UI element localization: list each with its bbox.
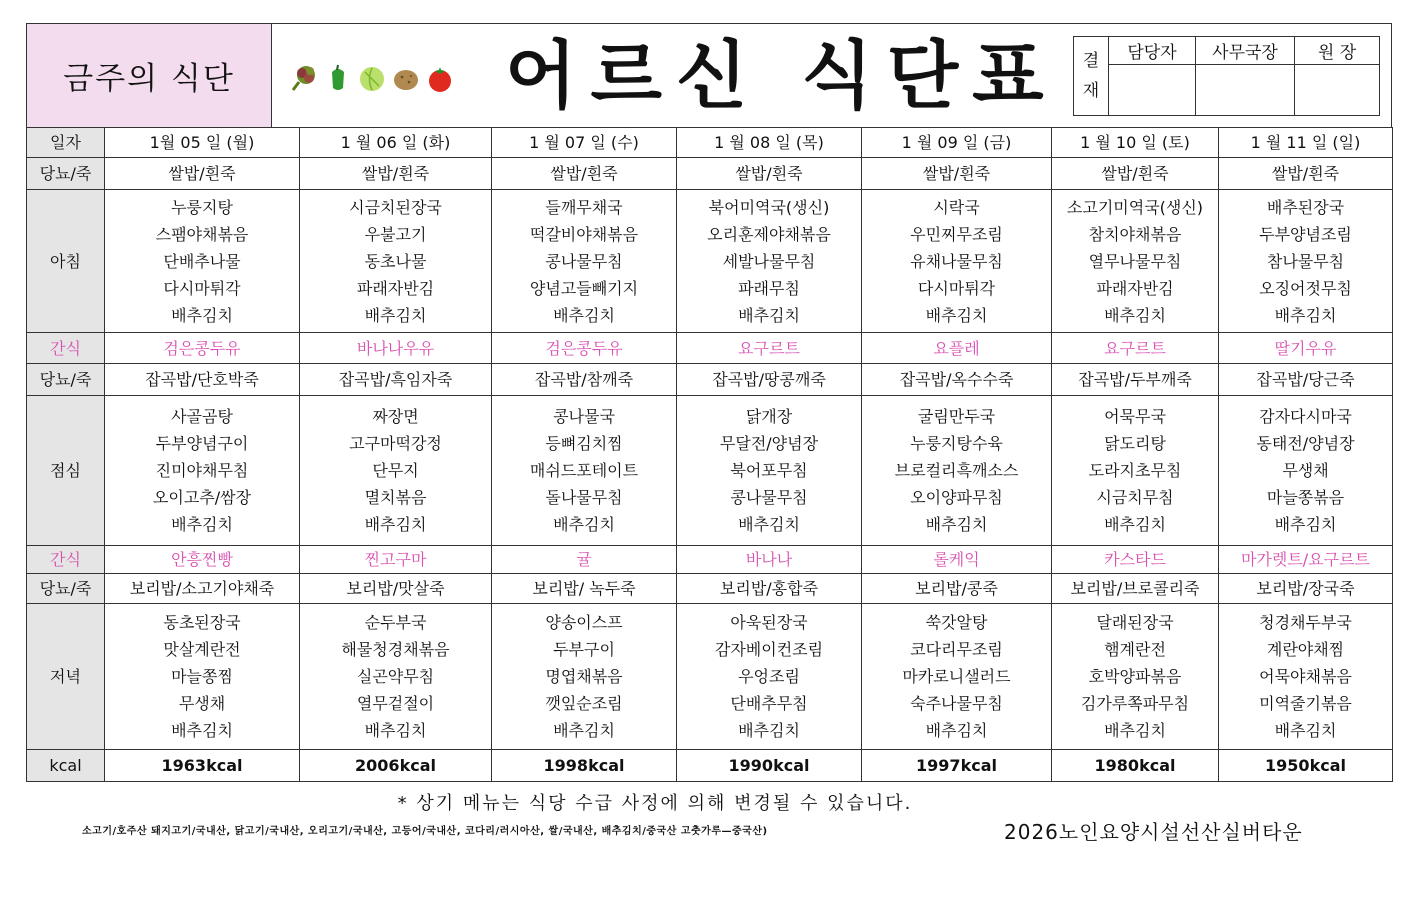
approval-col-manager: 담당자	[1109, 37, 1196, 65]
morning-snack-cell: 검은콩두유	[105, 333, 300, 364]
breakfast-diabetic-cell: 쌀밥/흰죽	[105, 158, 300, 190]
menu-item: 배추김치	[1274, 515, 1337, 534]
lunch-diabetic-cell: 잡곡밥/흑임자죽	[300, 364, 492, 396]
menu-item: 마늘쫑볶음	[1266, 488, 1345, 507]
menu-item: 달래된장국	[1096, 613, 1174, 632]
breakfast-cell	[862, 190, 1052, 333]
breakfast-diabetic-cell: 쌀밥/흰죽	[1219, 158, 1393, 190]
afternoon-snack-cell: 롤케익	[862, 546, 1052, 574]
cabbage-icon	[357, 64, 387, 94]
menu-item: 브로컬리흑깨소스	[894, 461, 1019, 480]
menu-item: 무달전/양념장	[719, 434, 819, 453]
menu-item: 닭도리탕	[1104, 434, 1166, 453]
afternoon-snack-label: 간식	[27, 546, 105, 574]
menu-item: 매쉬드포테이트	[529, 461, 639, 480]
menu-item: 오이고추/쌈장	[152, 488, 252, 507]
menu-item: 계란야채찜	[1266, 640, 1345, 659]
menu-item: 진미야채무침	[155, 461, 249, 480]
menu-item: 배추김치	[1274, 721, 1337, 740]
menu-item: 해물청경채볶음	[341, 640, 450, 659]
menu-item: 마늘쫑찜	[171, 667, 233, 686]
morning-snack-cell: 딸기우유	[1219, 333, 1393, 364]
menu-item: 두부양념구이	[155, 434, 249, 453]
date-label: 일자	[27, 128, 105, 158]
dinner-diabetic-cell: 보리밥/콩죽	[862, 574, 1052, 604]
breakfast-diabetic-cell: 쌀밥/흰죽	[300, 158, 492, 190]
menu-item: 돌나물무침	[545, 488, 623, 507]
menu-item: 우불고기	[364, 224, 427, 244]
lunch-diabetic-cell: 잡곡밥/당근죽	[1219, 364, 1393, 396]
menu-item: 배추김치	[925, 305, 988, 325]
lunch-diabetic-row	[27, 364, 1393, 396]
menu-item: 누룽지탕수육	[910, 434, 1003, 453]
page-title: 어르신 식단표	[505, 33, 1058, 119]
menu-item: 배추김치	[1274, 305, 1337, 325]
menu-item: 오리훈제야채볶음	[707, 224, 831, 244]
breakfast-diabetic-cell: 쌀밥/흰죽	[492, 158, 677, 190]
menu-item: 세발나물무침	[722, 251, 816, 271]
menu-item: 사골곰탕	[171, 407, 233, 426]
menu-item: 무생채	[178, 694, 226, 713]
menu-item: 배추김치	[925, 515, 988, 534]
menu-table	[26, 127, 1393, 782]
afternoon-snack-cell: 카스타드	[1052, 546, 1219, 574]
approval-side-label	[1074, 37, 1109, 116]
menu-item: 배추김치	[925, 721, 988, 740]
menu-item: 명엽채볶음	[545, 667, 623, 686]
dinner-cell	[1052, 604, 1219, 750]
menu-item: 배추김치	[553, 305, 615, 325]
afternoon-snack-cell: 안흥찐빵	[105, 546, 300, 574]
approval-side-label-2: 재	[1082, 81, 1100, 101]
lunch-cell	[492, 396, 677, 546]
menu-item: 김가루쪽파무침	[1080, 694, 1190, 713]
menu-item: 파래자반김	[1096, 278, 1174, 298]
kcal-cell: 1997kcal	[862, 750, 1052, 782]
menu-item: 콩나물국	[553, 407, 615, 426]
menu-item: 순두부국	[364, 613, 427, 632]
menu-item: 닭개장	[745, 407, 793, 426]
dinner-diabetic-cell: 보리밥/브로콜리죽	[1052, 574, 1219, 604]
menu-item: 단배추무침	[730, 694, 808, 713]
menu-item: 실곤약무침	[356, 667, 435, 686]
dinner-label: 저녁	[27, 604, 105, 750]
menu-item: 시락국	[933, 197, 980, 217]
morning-snack-cell: 검은콩두유	[492, 333, 677, 364]
dinner-cell	[1219, 604, 1393, 750]
afternoon-snack-row	[27, 546, 1393, 574]
afternoon-snack-cell: 귤	[492, 546, 677, 574]
menu-item: 북어포무침	[730, 461, 808, 480]
menu-item: 파래무침	[738, 278, 800, 298]
menu-item: 배추김치	[738, 305, 800, 325]
kcal-cell: 1963kcal	[105, 750, 300, 782]
morning-snack-cell: 요플레	[862, 333, 1052, 364]
dinner-row	[27, 604, 1393, 750]
dinner-diabetic-cell: 보리밥/장국죽	[1219, 574, 1393, 604]
menu-item: 동초된장국	[163, 613, 241, 632]
lunch-diabetic-cell: 잡곡밥/두부깨죽	[1052, 364, 1219, 396]
menu-item: 맛살계란전	[163, 640, 241, 659]
menu-item: 짜장면	[372, 407, 419, 426]
lettuce-icon	[289, 64, 319, 94]
menu-item: 도라지초무침	[1088, 461, 1182, 480]
breakfast-diabetic-cell: 쌀밥/흰죽	[677, 158, 862, 190]
lunch-cell	[105, 396, 300, 546]
menu-item: 감자베이컨조림	[714, 640, 824, 659]
kcal-cell: 1998kcal	[492, 750, 677, 782]
menu-item: 열무겉절이	[356, 694, 435, 713]
menu-item: 시금치된장국	[349, 197, 442, 217]
menu-item: 양념고들빼기지	[529, 278, 639, 298]
breakfast-cell	[1219, 190, 1393, 333]
date-cell: 1월 05 일 (월)	[105, 128, 300, 158]
morning-snack-cell: 요구르트	[1052, 333, 1219, 364]
breakfast-cell	[105, 190, 300, 333]
kcal-label: kcal	[27, 750, 105, 782]
dinner-cell	[105, 604, 300, 750]
menu-item: 청경채두부국	[1259, 613, 1352, 632]
menu-item: 배추김치	[171, 305, 233, 325]
week-label: 금주의 식단	[27, 24, 272, 127]
menu-item: 코다리무조림	[910, 640, 1003, 659]
menu-item: 유채나물무침	[910, 251, 1003, 271]
lunch-cell	[1052, 396, 1219, 546]
menu-item: 등뼈김치찜	[545, 434, 623, 453]
menu-item: 떡갈비야채볶음	[529, 224, 639, 244]
morning-snack-cell: 요구르트	[677, 333, 862, 364]
date-row	[27, 128, 1393, 158]
pepper-icon	[323, 64, 353, 94]
lunch-row	[27, 396, 1393, 546]
approval-box	[1073, 36, 1380, 116]
kcal-cell: 1950kcal	[1219, 750, 1393, 782]
menu-item: 굴림만두국	[917, 407, 996, 426]
breakfast-cell	[677, 190, 862, 333]
menu-item: 스팸야채볶음	[155, 224, 249, 244]
menu-item: 배추김치	[364, 305, 427, 325]
morning-snack-label: 간식	[27, 333, 105, 364]
menu-item: 어묵야채볶음	[1259, 667, 1352, 686]
menu-item: 고구마떡강정	[349, 434, 442, 453]
menu-item: 두부구이	[553, 640, 615, 659]
approval-col-office-head: 사무국장	[1196, 37, 1295, 65]
lunch-cell	[1219, 396, 1393, 546]
menu-item: 배추김치	[364, 721, 427, 740]
afternoon-snack-cell: 마가렛트/요구르트	[1219, 546, 1393, 574]
date-cell: 1 월 07 일 (수)	[492, 128, 677, 158]
menu-item: 무생채	[1282, 461, 1329, 480]
lunch-cell	[677, 396, 862, 546]
menu-item: 파래자반김	[356, 278, 435, 298]
lunch-cell	[300, 396, 492, 546]
menu-item: 배추김치	[171, 515, 233, 534]
lunch-diabetic-cell: 잡곡밥/옥수수죽	[862, 364, 1052, 396]
menu-item: 소고기미역국(생신)	[1066, 197, 1204, 217]
menu-item: 양송이스프	[545, 613, 623, 632]
menu-item: 들깨무채국	[545, 197, 623, 217]
menu-item: 누룽지탕	[171, 197, 233, 217]
menu-item: 배추김치	[364, 515, 427, 534]
breakfast-cell	[492, 190, 677, 333]
menu-item: 배추김치	[171, 721, 233, 740]
afternoon-snack-cell: 바나나	[677, 546, 862, 574]
dinner-diabetic-label: 당뇨/죽	[27, 574, 105, 604]
menu-item: 다시마튀각	[917, 278, 996, 298]
menu-item: 오이양파무침	[910, 488, 1003, 507]
morning-snack-cell: 바나나우유	[300, 333, 492, 364]
menu-item: 멸치볶음	[364, 488, 427, 507]
menu-item: 북어미역국(생신)	[708, 197, 830, 217]
date-cell: 1 월 08 일 (목)	[677, 128, 862, 158]
menu-item: 배추김치	[1104, 305, 1166, 325]
menu-item: 숙주나물무침	[910, 694, 1003, 713]
date-cell: 1 월 09 일 (금)	[862, 128, 1052, 158]
facility-name: 2026노인요양시설선산실버타운	[1004, 820, 1303, 844]
menu-item: 오징어젓무침	[1259, 278, 1352, 298]
menu-item: 어묵무국	[1104, 407, 1166, 426]
origin-info: 소고기/호주산 돼지고기/국내산, 닭고기/국내산, 오리고기/국내산, 고등어/국내산, 코다리/러시아산, 쌀/국내산, 배추김치/중국산 고춧가루—중국산)	[82, 826, 768, 837]
menu-item: 참나물무침	[1266, 251, 1345, 271]
kcal-row	[27, 750, 1393, 782]
breakfast-diabetic-cell: 쌀밥/흰죽	[862, 158, 1052, 190]
menu-item: 단배추나물	[163, 251, 241, 271]
kcal-cell: 1990kcal	[677, 750, 862, 782]
menu-item: 감자다시마국	[1259, 407, 1352, 426]
menu-item: 미역줄기볶음	[1259, 694, 1352, 713]
menu-item: 마카로니샐러드	[902, 667, 1011, 686]
kcal-cell: 2006kcal	[300, 750, 492, 782]
menu-item: 참치야채볶음	[1088, 224, 1182, 244]
menu-item: 우민찌무조림	[910, 224, 1003, 244]
breakfast-cell	[300, 190, 492, 333]
breakfast-diabetic-row	[27, 158, 1393, 190]
menu-item: 다시마튀각	[163, 278, 241, 298]
breakfast-row	[27, 190, 1393, 333]
dinner-diabetic-cell: 보리밥/소고기야채죽	[105, 574, 300, 604]
menu-item: 아욱된장국	[730, 613, 808, 632]
change-notice: * 상기 메뉴는 식당 수급 사정에 의해 변경될 수 있습니다.	[397, 793, 913, 814]
menu-item: 콩나물무침	[730, 488, 808, 507]
dinner-cell	[677, 604, 862, 750]
potato-icon	[391, 64, 421, 94]
menu-item: 쑥갓알탕	[925, 613, 988, 632]
dinner-diabetic-row	[27, 574, 1393, 604]
menu-item: 동초나물	[364, 251, 427, 271]
menu-item: 우엉조림	[738, 667, 800, 686]
date-cell: 1 월 10 일 (토)	[1052, 128, 1219, 158]
lunch-diabetic-cell: 잡곡밥/땅콩깨죽	[677, 364, 862, 396]
breakfast-diabetic-label: 당뇨/죽	[27, 158, 105, 190]
lunch-diabetic-cell: 잡곡밥/참깨죽	[492, 364, 677, 396]
approval-sign-slot	[1196, 64, 1295, 115]
menu-item: 배추김치	[738, 515, 800, 534]
approval-side-label-1: 결	[1082, 51, 1100, 71]
menu-item: 배추김치	[553, 721, 615, 740]
breakfast-diabetic-cell: 쌀밥/흰죽	[1052, 158, 1219, 190]
dinner-diabetic-cell: 보리밥/맛살죽	[300, 574, 492, 604]
dinner-cell	[300, 604, 492, 750]
menu-item: 동태전/양념장	[1256, 434, 1355, 453]
approval-col-director: 원 장	[1295, 37, 1380, 65]
header	[26, 23, 1392, 127]
afternoon-snack-cell: 찐고구마	[300, 546, 492, 574]
menu-item: 단무지	[372, 461, 419, 480]
lunch-diabetic-cell: 잡곡밥/단호박죽	[105, 364, 300, 396]
menu-item: 배추김치	[1104, 721, 1166, 740]
lunch-label: 점심	[27, 396, 105, 546]
menu-item: 배추된장국	[1266, 197, 1345, 217]
breakfast-cell	[1052, 190, 1219, 333]
dinner-cell	[492, 604, 677, 750]
morning-snack-row	[27, 333, 1393, 364]
menu-item: 열무나물무침	[1088, 251, 1182, 271]
approval-sign-slot	[1109, 64, 1196, 115]
vegetable-decoration	[289, 64, 455, 94]
menu-item: 호박양파볶음	[1088, 667, 1182, 686]
dinner-diabetic-cell: 보리밥/ 녹두죽	[492, 574, 677, 604]
lunch-cell	[862, 396, 1052, 546]
menu-item: 배추김치	[738, 721, 800, 740]
menu-item: 햄계란전	[1104, 640, 1166, 659]
lunch-diabetic-label: 당뇨/죽	[27, 364, 105, 396]
kcal-cell: 1980kcal	[1052, 750, 1219, 782]
menu-item: 시금치무침	[1096, 488, 1174, 507]
menu-item: 배추김치	[1104, 515, 1166, 534]
approval-sign-slot	[1295, 64, 1380, 115]
tomato-icon	[425, 64, 455, 94]
menu-item: 배추김치	[553, 515, 615, 534]
menu-item: 깻잎순조림	[545, 694, 623, 713]
date-cell: 1 월 11 일 (일)	[1219, 128, 1393, 158]
breakfast-label: 아침	[27, 190, 105, 333]
date-cell: 1 월 06 일 (화)	[300, 128, 492, 158]
dinner-cell	[862, 604, 1052, 750]
dinner-diabetic-cell: 보리밥/홍합죽	[677, 574, 862, 604]
menu-item: 두부양념조림	[1259, 224, 1352, 244]
menu-item: 콩나물무침	[545, 251, 623, 271]
